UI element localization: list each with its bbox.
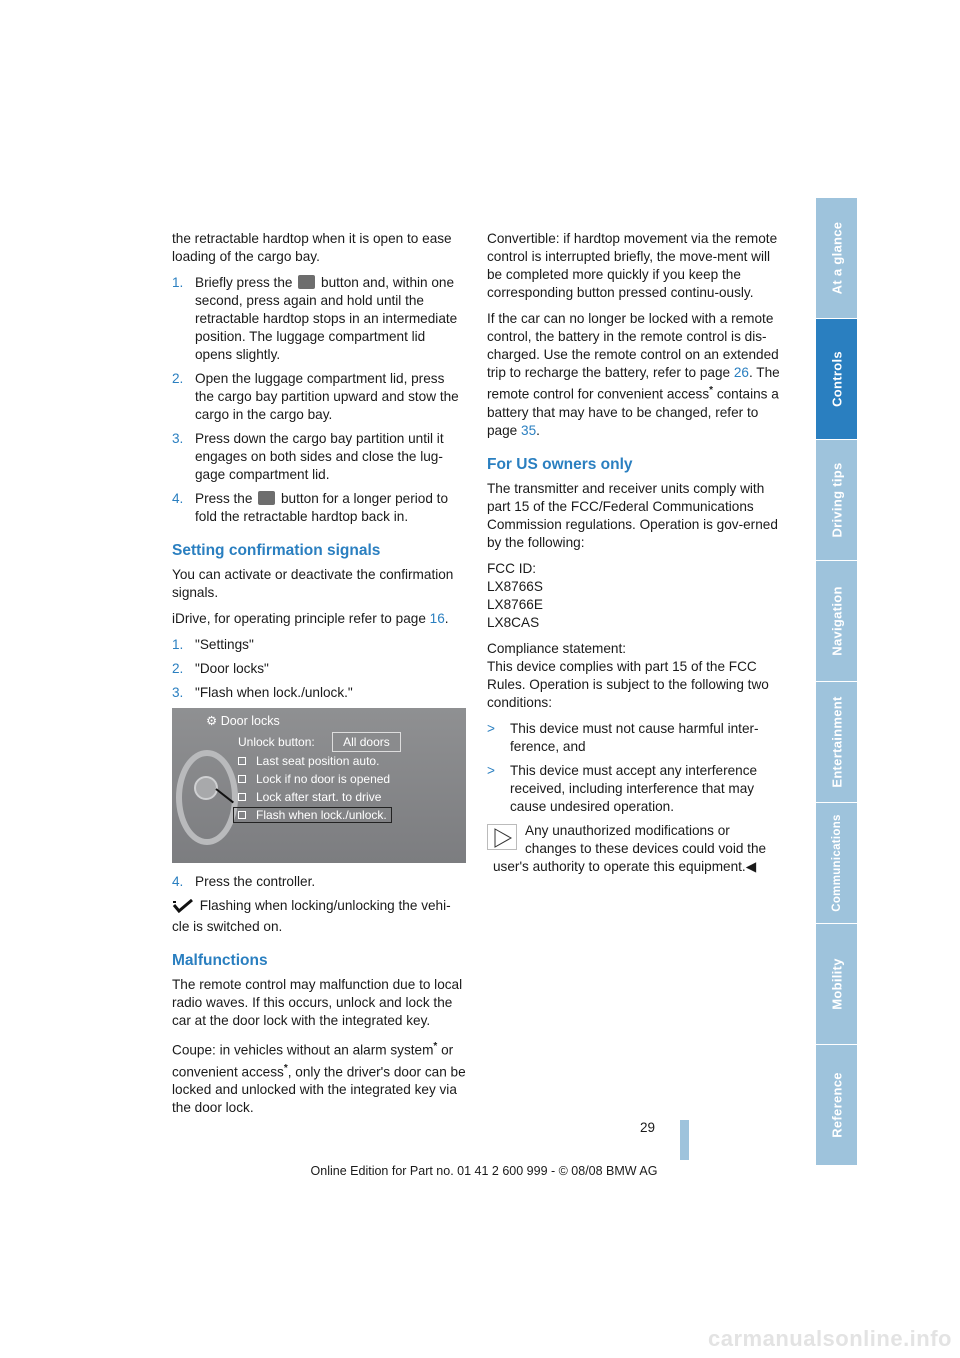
tab-communications[interactable] [816,803,857,923]
end-mark: ◀ [745,858,757,874]
screen-option [238,752,401,770]
flash-result [172,897,466,936]
page-link-35[interactable]: 35 [521,422,537,438]
screen-title-row [206,712,280,730]
checkbox-icon [238,775,246,783]
compliance-title: Compliance statement: [487,640,627,656]
malfunctions-text: The remote control may malfunction due to local radio waves. If this occurs, unlock and lock the car at the door lock with the integrated key. [172,977,463,1028]
fcc-line: FCC ID: [487,560,537,576]
page-link-16[interactable]: 16 [429,611,445,626]
screen-title: Door locks [220,714,280,728]
menu-step-2 [172,660,466,678]
option-label: Flash when lock./unlock. [256,808,387,822]
tab-mobility[interactable] [816,924,857,1044]
checkbox-icon [238,811,246,819]
tab-label: Mobility [829,958,844,1010]
warning-triangle-icon [487,824,517,850]
tab-label: Navigation [829,586,844,656]
bullet-text: This device must not cause harmful inter-ference, and [510,720,759,754]
coupe-text-b: or convenient access [172,1042,454,1080]
watermark: carmanualsonline.info [708,1326,952,1351]
coupe-text [172,1038,466,1117]
page-number: 29 [640,1120,656,1135]
step-2 [172,370,466,424]
bullet-text: This device must accept any interference received, including interference that may cause undesired operation. [510,762,758,814]
controller-knob [194,776,218,800]
checkmark-icon [172,899,194,918]
hardtop-button-icon [258,491,275,505]
step-text-after: button and, within one second, press again and hold until the retractable hardtop stops in an intermediate position. The luggage compartment lid opens slightly. [195,275,458,362]
battery-text-d: . [536,422,540,438]
menu-step-1 [172,636,466,654]
battery-text [487,310,781,440]
battery-text-b: . The remote control for convenient access [487,365,780,402]
step-number: 2. [172,371,184,386]
step-number: 1. [172,275,184,290]
step-number: 4. [172,491,184,506]
step-text: Press down the cargo bay partition until it engages on both sides and close the lug-gage compartment lid. [195,431,444,482]
convertible-text: Convertible: if hardtop movement via the remote control is interrupted briefly, the move-ment will be completed more quickly if you keep the corresponding button pressed continu-ously. [487,231,778,300]
tab-label: Entertainment [829,696,844,788]
step-number: 3. [172,431,184,446]
tab-driving-tips[interactable] [816,440,857,560]
condition-bullet [487,762,781,816]
step-text: Open the luggage compartment lid, press the cargo bay partition upward and stow the cargo in the cargo bay. [195,371,459,422]
intro-paragraph: the retractable hardtop when it is open to ease loading of the cargo bay. [172,231,452,264]
step-press-controller [172,873,466,891]
menu-step-3 [172,684,466,702]
coupe-text-a: Coupe: in vehicles without an alarm system [172,1042,434,1058]
star-note: * [283,1062,288,1074]
option-label: Last seat position auto. [256,754,380,768]
tab-at-a-glance[interactable] [816,198,857,318]
checkbox-icon [238,757,246,765]
step-1 [172,274,466,364]
coupe-text-c: , only the driver's door can be locked and unlocked with the integrated key via the door lock. [172,1064,466,1116]
tab-label: Communications [830,814,843,912]
battery-text-a: If the car can no longer be locked with a remote control, the battery in the remote control is dis-charged. Use the remote control on an extended trip to recharge the battery, refer to page [487,311,779,380]
confirmation-heading: Setting confirmation signals [172,542,381,559]
condition-bullet [487,720,781,756]
step-text-after: button for a longer period to fold the retractable hardtop back in. [195,491,448,524]
step-text: "Door locks" [195,661,269,676]
checkbox-icon [238,793,246,801]
page-link-26[interactable]: 26 [733,365,749,380]
star-note: * [709,385,714,396]
step-text-before: Briefly press the [195,275,293,290]
bullet-mark: > [487,762,495,778]
step-text: "Settings" [195,637,254,652]
left-column [172,230,466,1125]
step-number: 4. [172,874,184,889]
screen-menu [238,732,401,824]
section-tabs [816,198,857,1166]
idrive-screen-image [172,708,466,863]
tab-controls[interactable] [816,319,857,439]
screen-option-selected [238,806,401,824]
gear-icon: ⚙ [206,714,218,728]
idrive-text: iDrive, for operating principle refer to page [172,611,426,626]
step-number: 1. [172,637,184,652]
bullet-mark: > [487,720,495,736]
fcc-line: LX8CAS [487,614,540,630]
footer: Online Edition for Part no. 01 41 2 600 999 - © 08/08 BMW AG [310,1164,658,1178]
compliance-text: This device complies with part 15 of the FCC Rules. Operation is subject to the following two conditions: [487,658,769,710]
tab-reference[interactable] [816,1045,857,1165]
option-label: Lock if no door is opened [256,772,391,786]
fcc-ids [487,560,781,632]
page-marker [680,1120,689,1160]
confirmation-text: You can activate or deactivate the confirmation signals. [172,567,454,600]
tab-navigation[interactable] [816,561,857,681]
unlock-button-row [238,732,401,752]
malfunctions-heading: Malfunctions [172,952,268,969]
warning-paragraph [487,822,781,876]
us-owners-text: The transmitter and receiver units comply with part 15 of the FCC/Federal Communications Commission regulations. Operation is gov-erned by the following: [487,480,778,550]
us-owners-heading: For US owners only [487,455,633,473]
screen-option [238,788,401,806]
warning-note [487,822,781,876]
tab-label: At a glance [829,221,844,295]
right-column [487,230,781,884]
step-text: "Flash when lock./unlock." [195,685,353,700]
flash-text: Flashing when locking/unlocking the vehi-cle is switched on. [172,898,451,934]
idrive-reference: iDrive, for operating principle refer to page 16. [172,611,449,626]
battery-text-c: contains a battery that may have to be changed, refer to page [487,386,779,438]
star-note: * [433,1041,438,1052]
fcc-line: LX8766E [487,596,543,612]
step-text-before: Press the [195,491,253,506]
step-3 [172,430,466,484]
step-number: 3. [172,685,184,700]
option-label: Lock after start. to drive [256,790,382,804]
unlock-label: Unlock button: [238,735,315,749]
step-4 [172,490,466,526]
tab-label: Driving tips [829,462,844,538]
fcc-line: LX8766S [487,578,543,594]
step-number: 2. [172,661,184,676]
tab-label: Controls [829,351,844,407]
compliance-statement [487,640,781,712]
unlock-value: All doors [332,732,401,752]
tab-entertainment[interactable] [816,682,857,802]
tab-label: Reference [829,1072,844,1138]
warning-text: Any unauthorized modifications or changes to these devices could void the user's authority to operate this equipment. [493,822,767,874]
step-text: Press the controller. [195,874,316,889]
hardtop-button-icon [298,275,315,289]
screen-option [238,770,401,788]
